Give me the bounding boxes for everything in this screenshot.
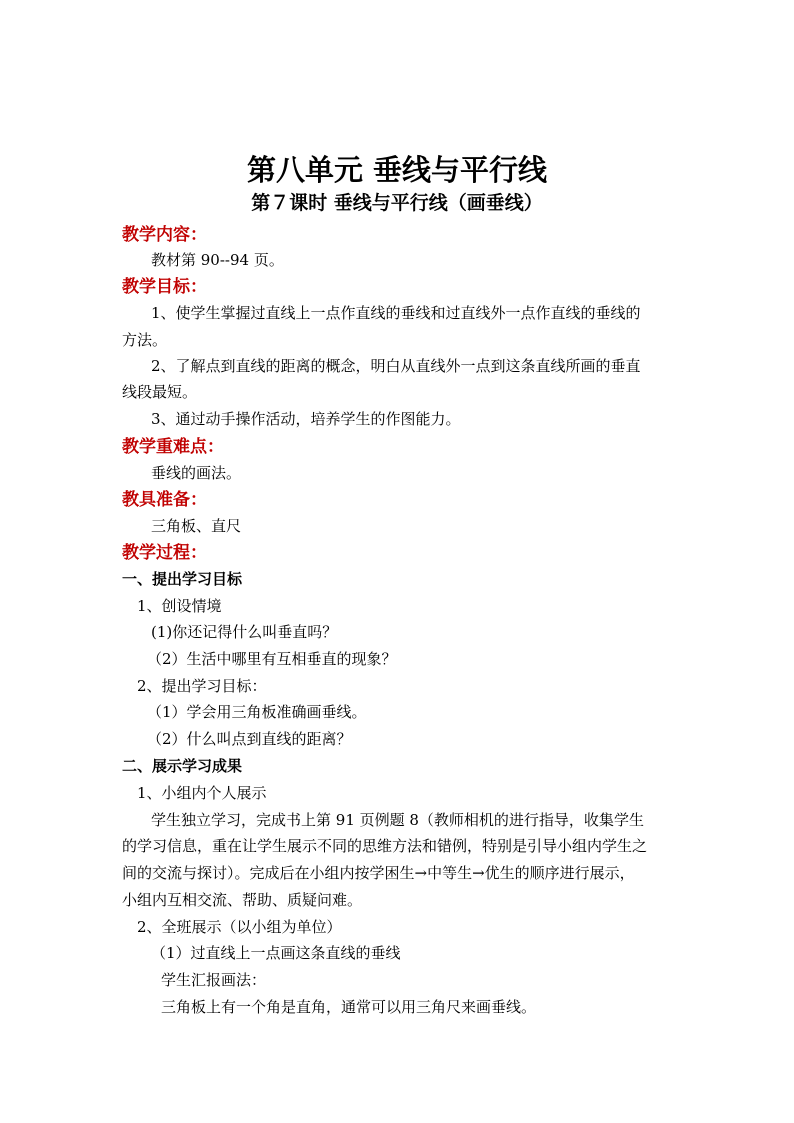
body-line: （2）什么叫点到直线的距离？: [147, 730, 352, 748]
body-line: 学生独立学习，完成书上第 91 页例题 8（教师相机的进行指导，收集学生: [151, 811, 644, 829]
body-line: 三角板上有一个角是直角，通常可以用三角尺来画垂线。: [161, 998, 537, 1016]
heading-teaching-process: 教学过程：: [122, 543, 207, 563]
body-line: 教材第 90--94 页。: [151, 251, 284, 269]
body-line: （1）过直线上一点画这条直线的垂线: [151, 944, 401, 962]
body-line: 线段最短。: [122, 383, 198, 401]
body-line: 间的交流与探讨）。完成后在小组内按学困生→中等生→优生的顺序进行展示，: [122, 864, 635, 882]
body-line: 1、使学生掌握过直线上一点作直线的垂线和过直线外一点作直线的垂线的: [151, 304, 641, 322]
body-line: （1）学会用三角板准确画垂线。: [147, 703, 367, 721]
body-line: 3、通过动手操作活动，培养学生的作图能力。: [151, 410, 461, 428]
body-line: 2、全班展示（以小组为单位）: [137, 918, 342, 936]
body-line: 方法。: [122, 331, 168, 349]
section-heading: 二、展示学习成果: [122, 757, 243, 775]
body-line: 的学习信息，重在让学生展示不同的思维方法和错例，特别是引导小组内学生之: [122, 837, 648, 855]
body-line: 小组内互相交流、帮助、质疑问难。: [122, 891, 363, 909]
section-heading: 一、提出学习目标: [122, 570, 243, 588]
body-line: 1、创设情境: [137, 597, 222, 615]
body-line: 1、小组内个人展示: [137, 784, 267, 802]
page-title: 第八单元 垂线与平行线: [246, 153, 548, 187]
body-line: 三角板、直尺: [151, 517, 242, 535]
heading-teaching-goals: 教学目标：: [122, 277, 207, 297]
body-line: 垂线的画法。: [151, 464, 242, 482]
heading-teaching-tools: 教具准备：: [122, 490, 207, 510]
body-line: 2、了解点到直线的距离的概念，明白从直线外一点到这条直线所画的垂直: [151, 357, 641, 375]
heading-key-points: 教学重难点：: [122, 437, 224, 457]
body-line: (1)你还记得什么叫垂直吗？: [151, 623, 338, 641]
body-line: 2、提出学习目标：: [137, 677, 267, 695]
heading-teaching-content: 教学内容：: [122, 225, 207, 245]
body-line: 学生汇报画法：: [161, 971, 267, 989]
body-line: （2）生活中哪里有互相垂直的现象？: [147, 650, 397, 668]
lesson-subtitle: 第７课时 垂线与平行线（画垂线）: [251, 192, 543, 214]
